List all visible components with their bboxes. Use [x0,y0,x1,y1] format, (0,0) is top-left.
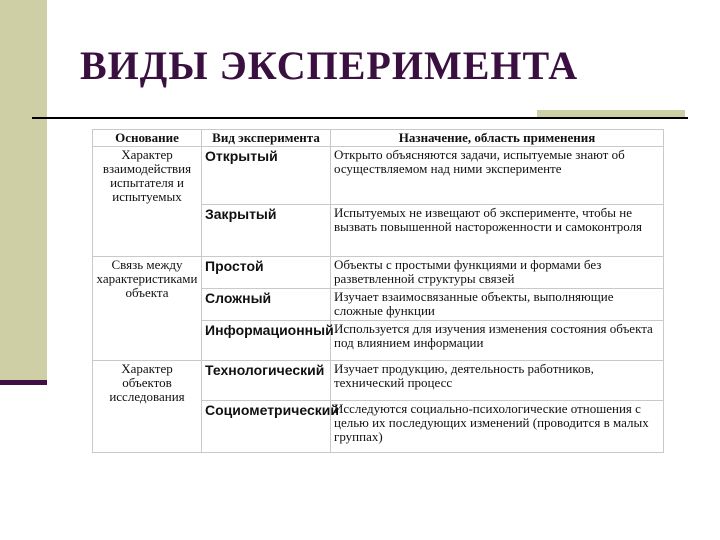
type-cell: Закрытый [202,205,331,257]
left-decor-bar [0,0,47,383]
table-row [93,361,664,401]
header-basis: Основание [93,130,202,147]
slide-title: ВИДЫ ЭКСПЕРИМЕНТА [80,43,579,88]
type-cell: Простой [202,257,331,289]
purpose-cell: Исследуются социально-психологические отношения с целью их последующих изменений (проводится в малых группах) [331,401,664,453]
type-cell: Социометрический [202,401,331,453]
type-cell: Информационный [202,321,331,361]
purpose-cell: Испытуемых не извещают об эксперименте, чтобы не вызвать повышенной настороженности и самоконтроля [331,205,664,257]
basis-cell: Характер объектов исследования [93,361,202,453]
experiment-types-table [92,129,664,453]
left-decor-bar-end [0,380,47,385]
table-row [93,257,664,289]
type-cell: Открытый [202,147,331,205]
header-type: Вид эксперимента [202,130,331,147]
title-underline [32,117,688,119]
purpose-cell: Открыто объясняются задачи, испытуемые знают об осуществляемом над ними эксперименте [331,147,664,205]
header-purpose: Назначение, область применения [331,130,664,147]
table-row [93,147,664,205]
table-header-row [93,130,664,147]
type-cell: Технологический [202,361,331,401]
purpose-cell: Объекты с простыми функциями и формами без разветвленной структуры связей [331,257,664,289]
purpose-cell: Используется для изучения изменения состояния объекта под влиянием информации [331,321,664,361]
type-cell: Сложный [202,289,331,321]
basis-cell: Характер взаимодействия испытателя и испытуемых [93,147,202,257]
basis-cell: Связь между характеристиками объекта [93,257,202,361]
purpose-cell: Изучает взаимосвязанные объекты, выполняющие сложные функции [331,289,664,321]
purpose-cell: Изучает продукцию, деятельность работников, технический процесс [331,361,664,401]
